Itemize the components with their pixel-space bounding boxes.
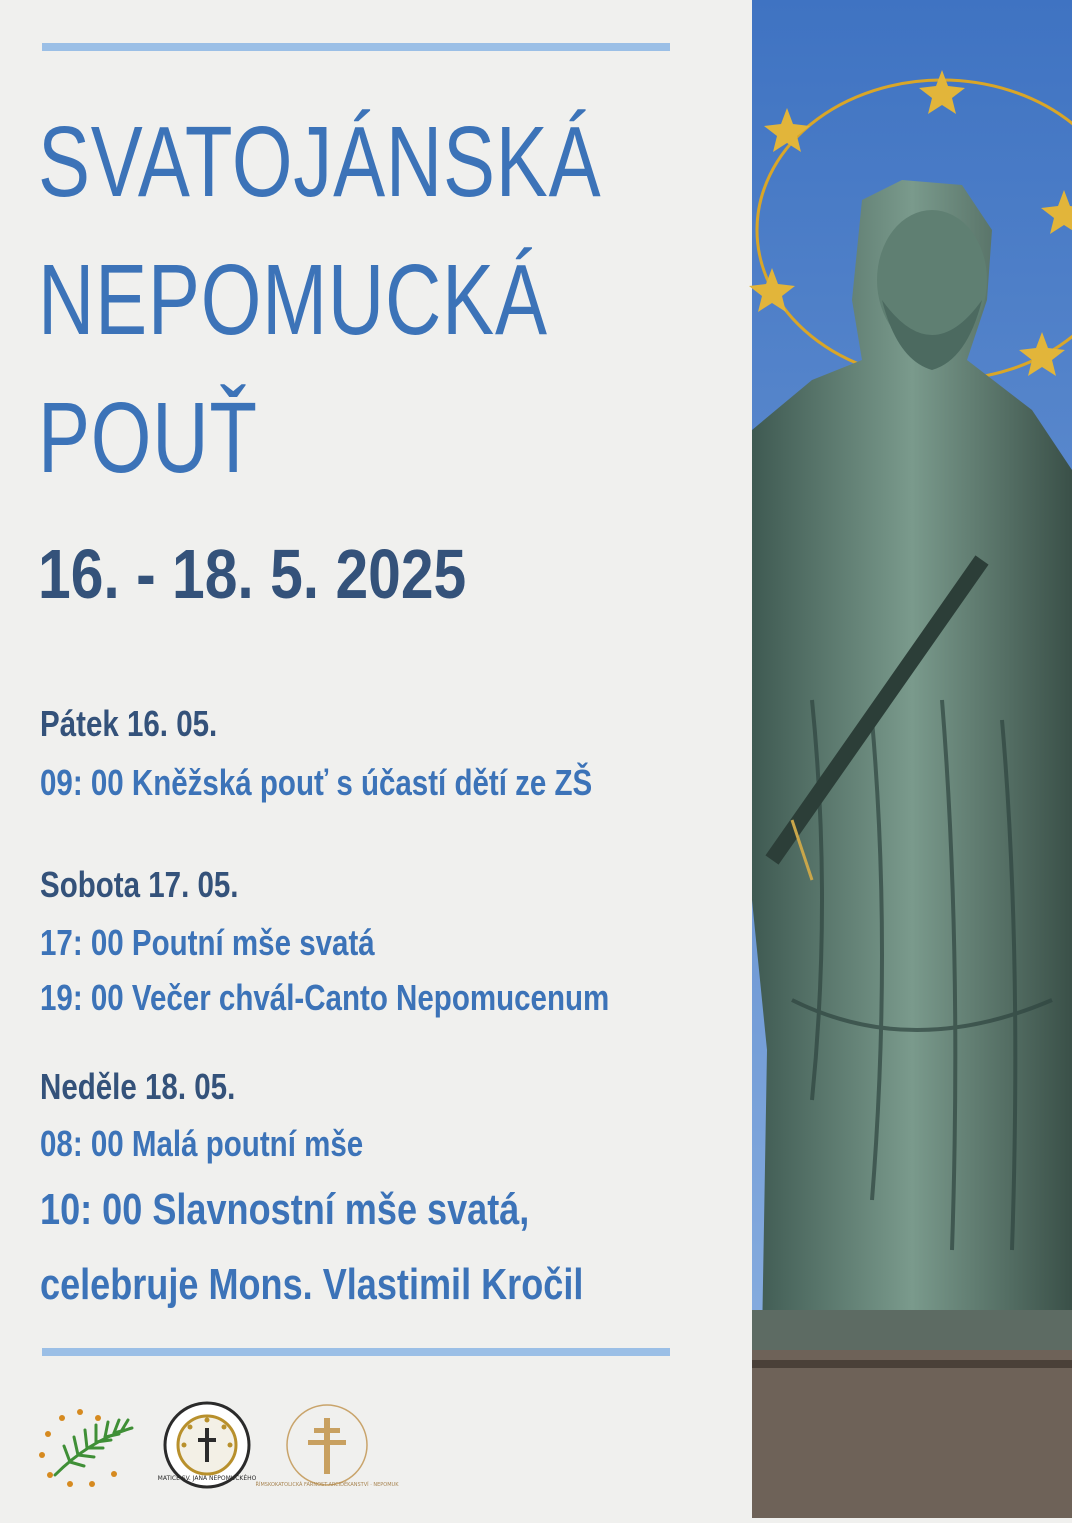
statue-photo — [752, 0, 1072, 1518]
event-saturday-1900: 19: 00 Večer chvál-Canto Nepomucenum — [40, 977, 610, 1018]
event-sunday-celebrant: celebruje Mons. Vlastimil Kročil — [40, 1260, 584, 1309]
day-heading-friday: Pátek 16. 05. — [40, 703, 218, 744]
event-date-range: 16. - 18. 5. 2025 — [38, 535, 467, 613]
title-line-1: SVATOJÁNSKÁ — [38, 106, 602, 218]
day-heading-sunday: Neděle 18. 05. — [40, 1066, 236, 1107]
star-icon — [39, 1409, 117, 1487]
seal-text: MATICE SV. JANA NEPOMUCKÉHO — [157, 1475, 257, 1482]
title-line-3: POUŤ — [38, 382, 258, 494]
top-divider — [42, 43, 670, 51]
palm-branch-logo — [30, 1400, 140, 1490]
event-sunday-0800: 08: 00 Malá poutní mše — [40, 1123, 364, 1164]
bottom-divider — [42, 1348, 670, 1356]
statue-illustration — [752, 0, 1072, 1518]
double-cross-icon — [308, 1418, 346, 1474]
parish-text: ŘÍMSKOKATOLICKÁ FARNOST-ARCIDĚKANSTVÍ · NEPOMUK — [255, 1482, 399, 1488]
event-friday-0900: 09: 00 Kněžská pouť s účastí dětí ze ZŠ — [40, 762, 593, 803]
title-line-2: NEPOMUCKÁ — [38, 244, 548, 356]
event-saturday-1700: 17: 00 Poutní mše svatá — [40, 922, 375, 963]
palm-branch-icon — [55, 1420, 132, 1475]
day-heading-saturday: Sobota 17. 05. — [40, 864, 239, 905]
matice-seal-logo — [157, 1400, 257, 1490]
parish-logo — [255, 1400, 399, 1490]
pedestal — [752, 1350, 1072, 1518]
event-sunday-1000: 10: 00 Slavnostní mše svatá, — [40, 1185, 530, 1234]
